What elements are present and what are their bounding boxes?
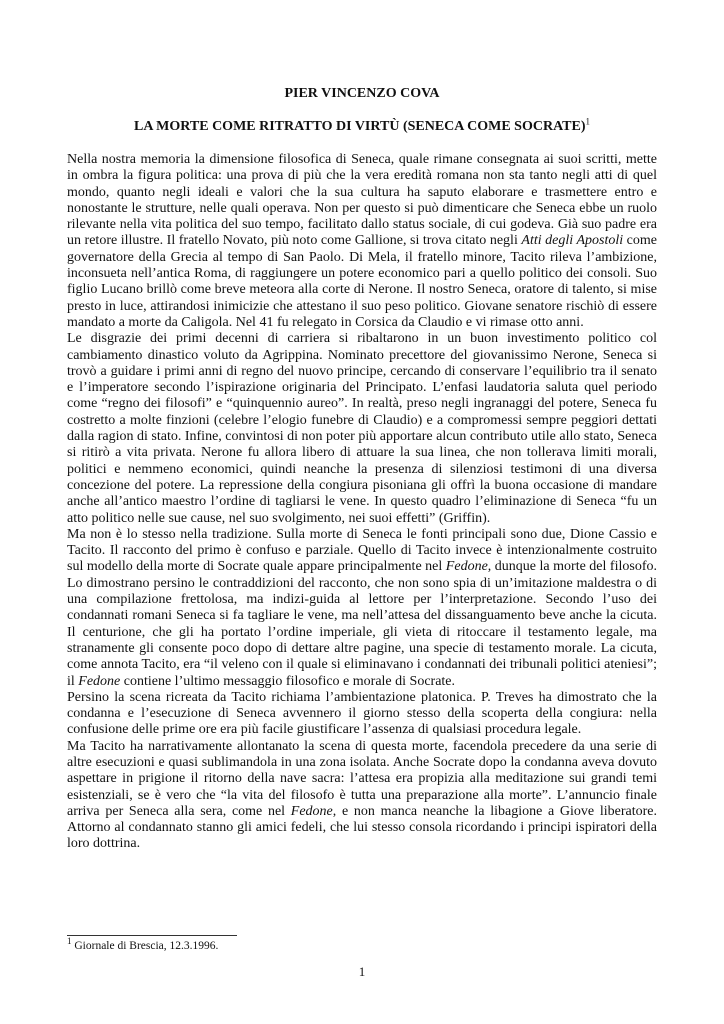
page-number: 1: [358, 964, 366, 979]
italic-work-title: Fedone: [78, 673, 121, 689]
italic-work-title: Fedone: [445, 559, 488, 575]
footnote-reference[interactable]: 1: [585, 116, 590, 127]
paragraph: Nella nostra memoria la dimensione filosofica di Seneca, quale rimane consegnata ai suoi scritti, mette in ombra la figura politica: una prova di più che la vera eredità romana non sta tanto negli atti di quel mondo, quanto negli ideali e valori che la sua cultura ha saputo elaborare e trasmettere entro e nonostante le strutture, nelle quali operava. Non per questo si può dimenticare che Seneca ebbe un ruolo rilevante nella vita politica del suo tempo, facilitato dallo status sociale, di cui godeva. Già suo padre era un retore illustre. Il fratello Novato, più noto come Gallione, si trova citato negli Atti degli Apostoli come governatore della Grecia al tempo di San Paolo. Di Mela, il fratello minore, Tacito rileva l’ambizione, inconsueta nell’antica Roma, di raggiungere un potere economico pari a quello politico dei consoli. Suo figlio Lucano brillò come breve meteora alla corte di Nerone. Il nostro Seneca, oratore di talento, si mise presto in luce, attirandosi inimicizie che attestano il suo peso politico. Giovane senatore rischiò di essere mandato a morte da Caligola. Nel 41 fu relegato in Corsica da Claudio e vi rimase otto anni.: [67, 152, 657, 330]
title-text: LA MORTE COME RITRATTO DI VIRTÙ (SENECA COME SOCRATE): [134, 119, 586, 134]
footnote-text: Giornale di Brescia, 12.3.1996.: [71, 940, 219, 952]
footnote-divider: [67, 935, 237, 936]
italic-work-title: Fedone: [290, 803, 333, 819]
article-body: [67, 152, 657, 853]
paragraph: Ma Tacito ha narrativamente allontanato la scena di questa morte, facendola precedere da una serie di altre esecuzioni e quasi sublimandola in una zona isolata. Anche Socrate dopo la condanna aveva dovuto aspettare in prigione il ritorno della nave sacra: l’attesa era propizia alla meditazione sui grandi temi esistenziali, se è vero che “la vita del filosofo è tutta una preparazione alla morte”. L’annuncio finale arriva per Seneca alla sera, come nel Fedone, e non manca neanche la libagione a Giove liberatore. Attorno al condannato stanno gli amici fedeli, che lui stesso consola ricordando i principi ispiratori della loro dottrina.: [67, 738, 657, 852]
paragraph: Le disgrazie dei primi decenni di carriera si ribaltarono in un buon investimento politico col cambiamento dinastico voluto da Agrippina. Nominato precettore del giovanissimo Nerone, Seneca si trovò a guidare i primi anni di regno del nuovo principe, cercando di conservare l’equilibrio tra il senato e l’imperatore secondo l’ispirazione originaria del Principato. L’enfasi laudatoria saluta quel periodo come “regno dei filosofi” e “quinquennio aureo”. In realtà, preso negli ingranaggi del potere, Seneca fu costretto a molte finzioni (celebre l’elogio funebre di Claudio) e a compromessi sempre peggiori dettati dalla ragion di stato. Infine, convintosi di non poter più apportare alcun contributo utile allo stato, Seneca si ritirò a vita privata. Nerone fu allora libero di attuare la sua linea, che non tollerava limiti morali, politici e nemmeno economici, quindi neanche la presenza di silenziosi testimoni di una diversa concezione del potere. La repressione della congiura pisoniana gli offrì la buona occasione di mandare anche all’antico maestro l’ordine di tagliarsi le vene. In questo quadro l’eliminazione di Seneca “fu un atto politico nelle sue cause, nel suo svolgimento, nei suoi effetti” (Griffin).: [67, 331, 657, 526]
footnote: [67, 936, 219, 952]
article-title: [0, 116, 724, 135]
author-name: PIER VINCENZO COVA: [284, 86, 440, 101]
footnote-marker: 1: [67, 936, 72, 947]
paragraph: Ma non è lo stesso nella tradizione. Sulla morte di Seneca le fonti principali sono due, Dione Cassio e Tacito. Il racconto del primo è confuso e parziale. Quello di Tacito invece è intenzionalmente costruito sul modello della morte di Socrate quale appare principalmente nel Fedone, dunque la morte del filosofo. Lo dimostrano persino le contraddizioni del racconto, che non sono spia di un’imitazione maldestra o di una compilazione frettolosa, ma indizi-guida al lettore per l’interpretazione. Secondo l’uso dei condannati romani Seneca si fa tagliare le vene, ma nell’attesa del dissanguamento beve anche la cicuta. Il centurione, che gli ha portato l’ordine imperiale, gli vieta di ritoccare il testamento legale, ma stranamente gli consente poco dopo di dettare altre pagine, una specie di testamento morale. La cicuta, come annota Tacito, era “il veleno con il quale si eliminavano i condannati dei tribunali politici ateniesi”; il Fedone contiene l’ultimo messaggio filosofico e morale di Socrate.: [67, 526, 657, 689]
paragraph: Persino la scena ricreata da Tacito richiama l’ambientazione platonica. P. Treves ha dimostrato che la condanna e l’esecuzione di Seneca avvennero il giorno stesso della scoperta della congiura: nella confusione delle prime ore era più facile giustificare l’assenza di qualsiasi procedura legale.: [67, 689, 657, 738]
italic-work-title: Atti degli Apostoli: [521, 233, 624, 249]
